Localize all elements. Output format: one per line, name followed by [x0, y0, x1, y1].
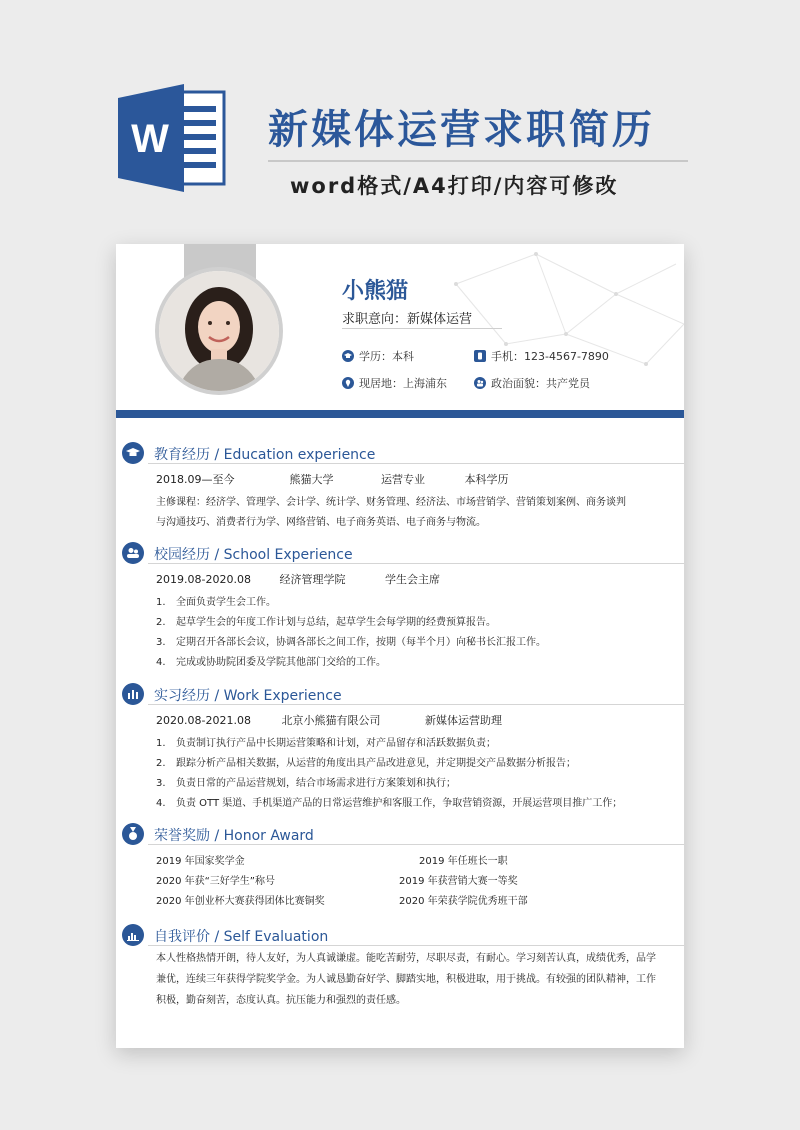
list-item: 4. 完成或协助院团委及学院其他部门交给的工作。	[156, 657, 386, 668]
medal-icon	[122, 823, 144, 845]
education-courses-2: 与沟通技巧、消费者行为学、网络营销、电子商务英语、电子商务与物流。	[156, 517, 486, 528]
education-major: 运营专业	[381, 473, 425, 486]
users-icon	[122, 542, 144, 564]
school-role: 学生会主席	[385, 573, 440, 586]
graduation-cap-icon	[342, 350, 354, 362]
list-item: 3. 负责日常的产品运营规划，结合市场需求进行方案策划和执行；	[156, 778, 456, 789]
work-period: 2020.08-2021.08	[156, 714, 251, 727]
work-title: 实习经历 / Work Experience	[154, 688, 342, 704]
chart-icon	[122, 924, 144, 946]
political-text: 政治面貌：共产党员	[491, 377, 590, 390]
education-text: 学历：本科	[359, 350, 414, 363]
word-logo-icon	[118, 84, 228, 192]
list-item: 3. 定期召开各部长会议，协调各部长之间工作，按期（每半个月）向秘书长汇报工作。	[156, 637, 546, 648]
job-intent: 求职意向：新媒体运营	[342, 312, 473, 327]
list-item: 2. 起草学生会的年度工作计划与总结，起草学生会每学期的经费预算报告。	[156, 617, 496, 628]
info-political	[474, 375, 590, 391]
promo-subtitle: word格式/A4打印/内容可修改	[290, 174, 619, 198]
graduation-cap-icon	[122, 442, 144, 464]
intent-underline	[342, 328, 502, 329]
work-row	[156, 712, 502, 728]
education-period: 2018.09—至今	[156, 473, 235, 486]
list-item: 2. 跟踪分析产品相关数据，从运营的角度出具产品改进意见，并定期提交产品数据分析报告；	[156, 758, 576, 769]
work-company: 北京小熊猫有限公司	[281, 714, 381, 727]
word-letter: W	[131, 117, 169, 161]
school-org: 经济管理学院	[279, 573, 346, 586]
candidate-name: 小熊猫	[342, 279, 409, 304]
residence-text: 现居地：上海浦东	[359, 377, 447, 390]
education-school: 熊猫大学	[289, 473, 334, 486]
work-role: 新媒体运营助理	[425, 714, 502, 727]
award-item: 2020 年荣获学院优秀班干部	[399, 896, 528, 907]
school-period: 2019.08-2020.08	[156, 573, 251, 586]
phone-icon	[474, 350, 486, 362]
self-evaluation-text: 本人性格热情开朗，待人友好，为人真诚谦虚。能吃苦耐劳，尽职尽责，有耐心。学习刻苦认真，成绩优秀，品学兼优，连续三年获得学院奖学金。为人诚恳勤奋好学、脚踏实地，积极进取，用于挑战。有较强的团队精神，工作积极，勤奋刻苦，态度认真。抗压能力和强烈的责任感。	[156, 953, 656, 1006]
bar-chart-icon	[122, 683, 144, 705]
education-degree: 本科学历	[464, 473, 509, 486]
people-icon	[474, 377, 486, 389]
list-item: 1. 负责制订执行产品中长期运营策略和计划，对产品留存和活跃数据负责；	[156, 738, 496, 749]
section-rule	[148, 463, 684, 464]
header-divider-bar	[116, 410, 684, 418]
list-item: 4. 负责 OTT 渠道、手机渠道产品的日常运营维护和客服工作，争取营销资源，开展运营项目推广工作；	[156, 798, 623, 809]
self-title: 自我评价 / Self Evaluation	[154, 929, 329, 945]
section-rule	[148, 945, 684, 946]
award-item: 2019 年任班长一职	[419, 856, 508, 867]
section-rule	[148, 844, 684, 845]
section-rule	[148, 563, 684, 564]
promo-title: 新媒体运营求职简历	[268, 107, 655, 153]
award-item: 2019 年获营销大赛一等奖	[399, 876, 518, 887]
award-item: 2020 年获“三好学生”称号	[156, 876, 275, 887]
profile-photo	[159, 271, 279, 391]
location-pin-icon	[342, 377, 354, 389]
resume-paper	[116, 244, 684, 1048]
education-row	[156, 471, 509, 487]
list-item: 1. 全面负责学生会工作。	[156, 597, 276, 608]
education-title: 教育经历 / Education experience	[154, 447, 376, 463]
education-courses-1: 主修课程：经济学、管理学、会计学、统计学、财务管理、经济法、市场营销学、营销策划案例、商务谈判	[156, 497, 626, 508]
school-title: 校园经历 / School Experience	[154, 547, 353, 563]
info-phone	[474, 348, 609, 364]
info-residence	[342, 375, 447, 391]
honor-title: 荣誉奖励 / Honor Award	[154, 828, 314, 844]
school-row	[156, 571, 440, 587]
promo-divider	[268, 160, 688, 162]
award-item: 2020 年创业杯大赛获得团体比赛铜奖	[156, 896, 325, 907]
section-rule	[148, 704, 684, 705]
phone-text: 手机：123-4567-7890	[491, 350, 609, 363]
award-item: 2019 年国家奖学金	[156, 856, 245, 867]
info-education	[342, 348, 414, 364]
